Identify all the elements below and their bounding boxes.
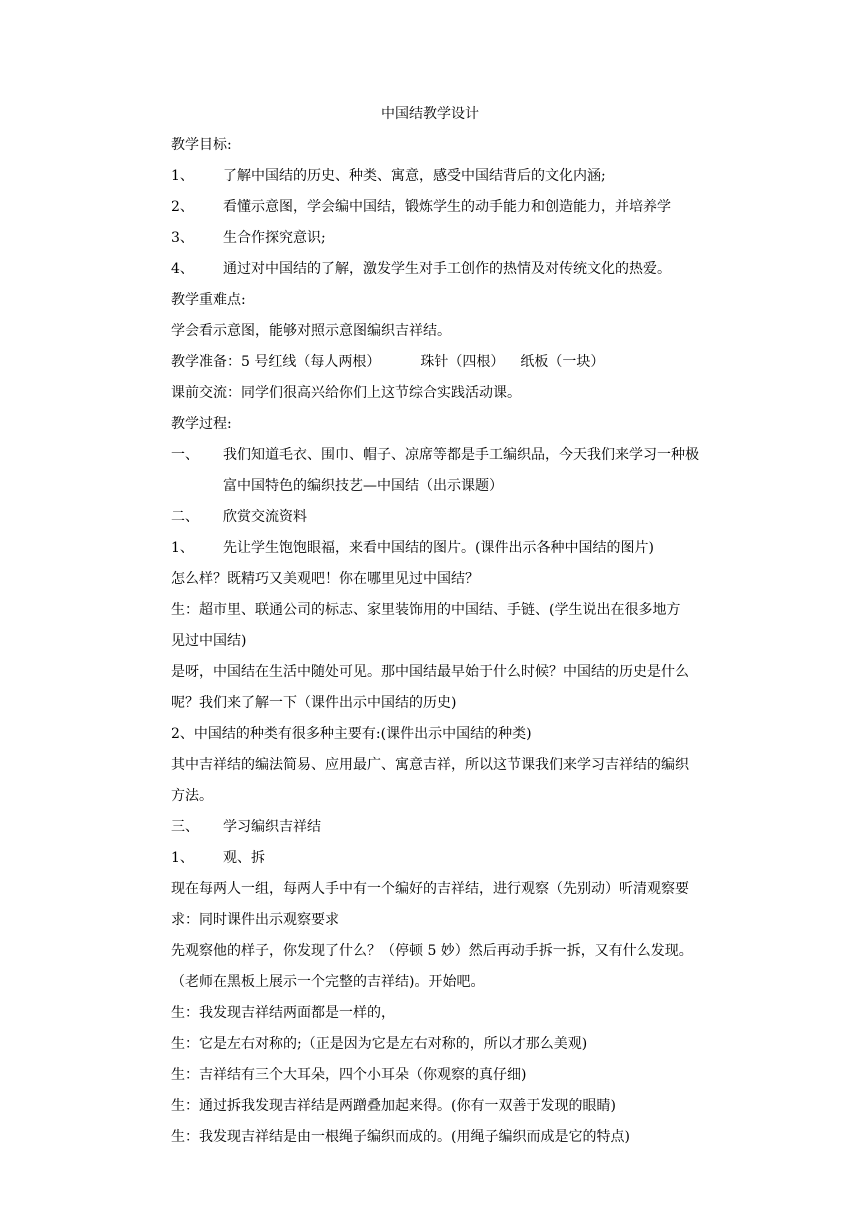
paragraph-line: 是呀，中国结在生活中随处可见。那中国结最早始于什么时候？中国结的历史是什么 [171,664,689,680]
section-number: 二、 [171,509,199,525]
paragraph-line: 现在每两人一组，每两人手中有一个编好的吉祥结，进行观察（先别动）听清观察要 [171,881,689,897]
section-number: 三、 [171,819,199,835]
objective-item-3 [171,228,326,248]
step-3-1 [171,848,265,868]
paragraph-line: 2、中国结的种类有很多种主要有:(课件出示中国结的种类) [171,726,532,742]
preparation-item-pins: 珠针（四根） [420,354,505,370]
objective-number: 3、 [171,230,194,246]
step-1 [171,538,654,558]
process-heading: 教学过程: [171,416,232,432]
objective-text: 了解中国结的历史、种类、寓意，感受中国结背后的文化内涵; [223,168,606,184]
paragraph-line: 生：超市里、联通公司的标志、家里装饰用的中国结、手链、(学生说出在很多地方 [171,602,681,618]
paragraph-line: 生：吉祥结有三个大耳朵，四个小耳朵（你观察的真仔细) [171,1067,527,1083]
step-number: 1、 [171,540,194,556]
objective-text: 通过对中国结的了解，激发学生对手工创作的热情及对传统文化的热爱。 [223,261,671,277]
objective-item-4 [171,259,671,279]
objective-number: 4、 [171,261,194,277]
objectives-heading: 教学目标: [171,137,232,153]
section-number: 一、 [171,447,199,463]
objective-number: 1、 [171,168,194,184]
objective-number: 2、 [171,199,194,215]
pre-class-text: 课前交流：同学们很高兴给你们上这节综合实践活动课。 [171,385,521,401]
step-text: 先让学生饱饱眼福，来看中国结的图片。(课件出示各种中国结的图片) [223,540,654,556]
paragraph-line: （老师在黑板上展示一个完整的吉祥结)。开始吧。 [171,974,485,990]
step-text: 观、拆 [223,850,265,866]
key-points-heading: 教学重难点: [171,292,246,308]
paragraph-line: 生：我发现吉祥结是由一根绳子编织而成的。(用绳子编织而成是它的特点) [171,1129,630,1145]
paragraph-line: 怎么样？既精巧又美观吧！你在哪里见过中国结？ [171,571,479,587]
objective-text: 看懂示意图，学会编中国结，锻炼学生的动手能力和创造能力，并培养学 [223,199,671,215]
preparation-line [171,352,604,372]
section-title: 欣赏交流资料 [223,509,307,525]
section-text: 我们知道毛衣、围巾、帽子、凉席等都是手工编织品，今天我们来学习一种极 [223,447,699,463]
paragraph-line: 生：我发现吉祥结两面都是一样的， [171,1005,395,1021]
section-1-line-2: 富中国特色的编织技艺—中国结（出示课题） [223,478,503,494]
paragraph-line: 求：同时课件出示观察要求 [171,912,339,928]
key-points-text: 学会看示意图，能够对照示意图编织吉祥结。 [171,323,451,339]
step-number: 1、 [171,850,194,866]
section-3-heading [171,817,321,837]
section-title: 学习编织吉祥结 [223,819,321,835]
paragraph-line: 其中吉祥结的编法简易、应用最广、寓意吉祥，所以这节课我们来学习吉祥结的编织 [171,757,689,773]
objective-item-2 [171,197,671,217]
paragraph-line: 呢？我们来了解一下（课件出示中国结的历史) [171,695,457,711]
objective-item-1 [171,166,606,186]
paragraph-line: 生：通过拆我发现吉祥结是两蹭叠加起来得。(你有一双善于发现的眼睛) [171,1098,616,1114]
paragraph-line: 方法。 [171,788,213,804]
section-2-heading [171,507,307,527]
objective-text: 生合作探究意识; [223,230,326,246]
preparation-label: 教学准备：5 号红线（每人两根） [171,354,381,370]
preparation-item-board: 纸板（一块） [520,354,605,370]
section-1-line-1 [171,445,699,465]
paragraph-line: 先观察他的样子，你发现了什么？（停顿 5 妙）然后再动手拆一拆，又有什么发现。 [171,943,693,959]
document-title: 中国结教学设计 [381,106,479,122]
paragraph-line: 见过中国结) [171,633,247,649]
paragraph-line: 生：它是左右对称的;（正是因为它是左右对称的，所以才那么美观) [171,1036,588,1052]
